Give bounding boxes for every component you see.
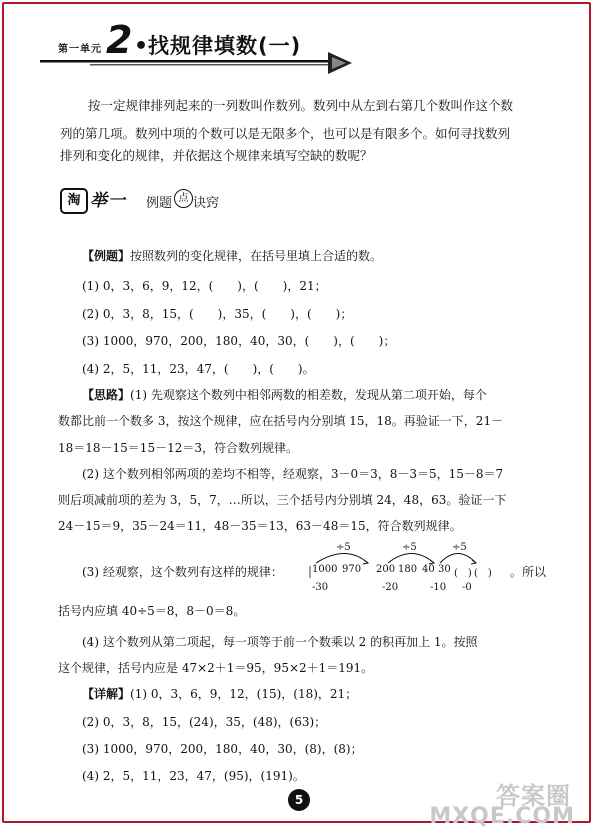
intro-line-2: 列的第几项。数列中项的个数可以是无限多个，也可以是有限多个。如何寻找数列: [60, 126, 511, 141]
section-brush-text: 举一: [90, 191, 126, 211]
sub-label-30: -30: [312, 582, 329, 593]
unit-label: 第一单元: [58, 44, 102, 55]
answers-tag: 【详解】: [82, 687, 131, 701]
intro-line-3: 排列和变化的规律，并依据这个规律来填写空缺的数呢？: [60, 148, 373, 163]
pattern-diagram: [306, 540, 506, 600]
thinking-p3-line2: 括号内应填 40÷5＝8，8－0＝8。: [58, 604, 246, 618]
seq-blank-1: ( ): [454, 568, 472, 579]
thinking-p2-line3: 24－15＝9，35－24＝11，48－35＝13，63－48＝15，符合数列规律。: [58, 519, 462, 533]
example-tag: 【例题】: [82, 249, 131, 263]
page-number: 5: [288, 789, 310, 811]
answers-item-1-row: [82, 685, 357, 702]
section-icon: 淘: [60, 188, 88, 214]
section-heading-circle: 点: [174, 189, 193, 208]
div-label-3: ÷5: [452, 542, 467, 553]
example-prompt: 按照数列的变化规律，在括号里填上合适的数。: [130, 249, 383, 263]
answers-item-3: (3) 1000，970，200，180，40，30，(8)，(8)；: [82, 742, 363, 756]
section-heading-a: 例题: [146, 196, 173, 211]
seq-num-30: 30: [438, 564, 451, 575]
thinking-tag: 【思路】: [82, 388, 131, 402]
answers-item-1: (1) 0，3，6，9，12，(15)，(18)，21；: [130, 687, 358, 701]
seq-num-40: 40: [422, 564, 435, 575]
lesson-number: 2: [106, 18, 133, 62]
intro-line-1: 按一定规律排列起来的一列数叫作数列。数列中从左到右第几个数叫作这个数: [88, 98, 514, 113]
seq-num-200: 200: [376, 564, 396, 575]
example-item-3: (3) 1000，970，200，180，40，30，( )，( )；: [82, 334, 396, 348]
example-item-1: (1) 0，3，6，9，12，( )，( )，21；: [82, 279, 327, 293]
example-item-4: (4) 2，5，11，23，47，( )，( )。: [82, 362, 315, 376]
seq-num-970: 970: [342, 564, 362, 575]
thinking-p4-line1: (4) 这个数列从第二项起，每一项等于前一个数乘以 2 的积再加上 1。按照: [82, 635, 478, 649]
seq-num-180: 180: [398, 564, 418, 575]
thinking-p2-line2: 则后项减前项的差为 3，5，7，…所以，三个括号内分别填 24，48，63。验证一下: [58, 493, 507, 507]
example-item-2: (2) 0，3，8，15，( )，35，( )，( )；: [82, 307, 353, 321]
thinking-p4-line2: 这个规律，括号内应是 47×2＋1＝95，95×2＋1＝191。: [58, 661, 374, 675]
answers-item-4: (4) 2，5，11，23，47，(95)，(191)。: [82, 769, 305, 783]
thinking-p1-line1: 【思路】(1) 先观察这个数列中相邻两数的相差数，发现从第二项开始，每个: [82, 388, 487, 402]
thinking-p3-tail: 。所以: [510, 565, 547, 579]
seq-blank-2: ( ): [474, 568, 492, 579]
lesson-title: 找规律填数(一): [148, 34, 302, 58]
thinking-p1-line2: 数都比前一个数多 3，按这个规律，应在括号内分别填 15，18。再验证一下，21－: [58, 414, 504, 428]
watermark-line2: MXQE.COM: [429, 804, 575, 829]
thinking-p1-line3: 18＝18－15＝15－12＝3，符合数列规律。: [58, 441, 298, 455]
section-heading-b: 诀窍: [193, 196, 220, 211]
lesson-dot: •: [134, 34, 149, 59]
sub-label-0: -0: [462, 582, 472, 593]
answers-item-2: (2) 0，3，8，15，(24)，35，(48)，(63)；: [82, 715, 327, 729]
watermark-line1: 答案圈: [496, 782, 571, 810]
seq-num-1000: 1000: [312, 564, 338, 575]
thinking-p2-line1: (2) 这个数列相邻两项的差均不相等，经观察，3－0＝3，8－3＝5，15－8＝7: [82, 467, 504, 481]
thinking-p3-lead: (3) 经观察，这个数列有这样的规律：: [82, 565, 283, 579]
example-block: [82, 247, 382, 264]
div-label-2: ÷5: [402, 542, 417, 553]
div-label-1: ÷5: [336, 542, 351, 553]
sub-label-10: -10: [430, 582, 447, 593]
sub-label-20: -20: [382, 582, 399, 593]
